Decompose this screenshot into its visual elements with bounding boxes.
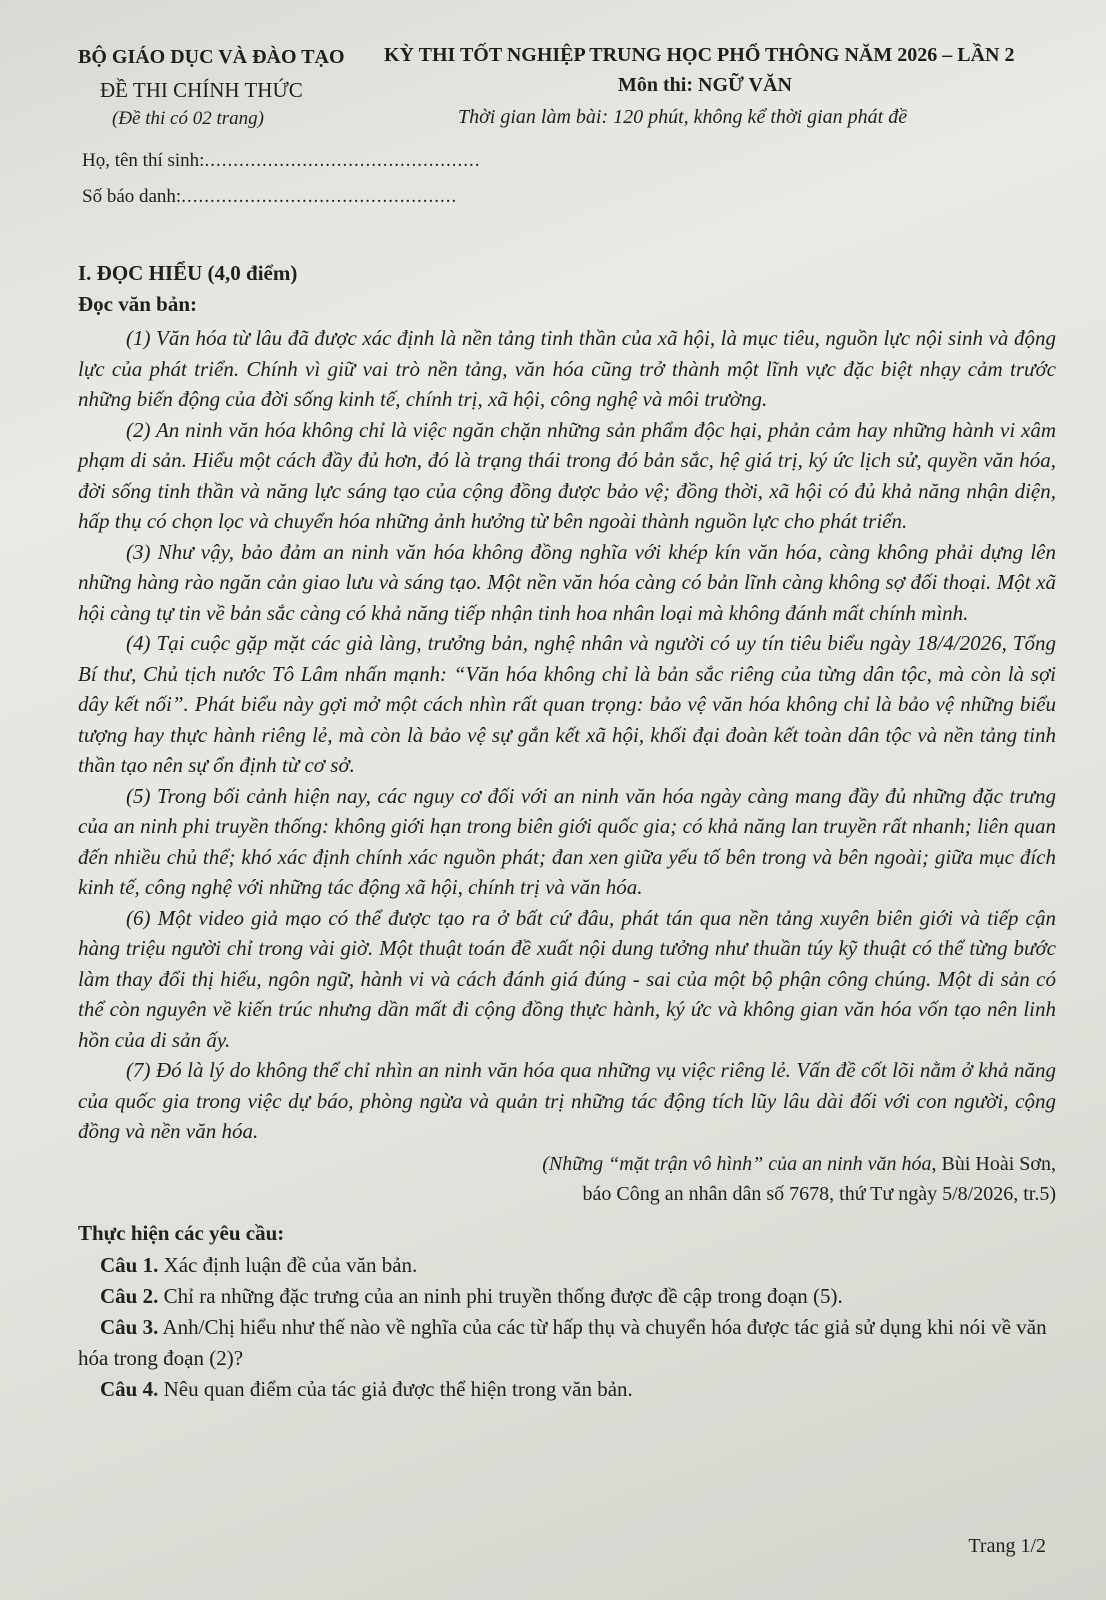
section-title: I. ĐỌC HIỂU (4,0 điểm) bbox=[78, 261, 298, 285]
time-limit: Thời gian làm bài: 120 phút, không kể thời gian phát đề bbox=[458, 106, 908, 128]
reading-label: Đọc văn bản: bbox=[78, 292, 198, 316]
official-label: ĐỀ THI CHÍNH THỨC bbox=[100, 78, 303, 102]
ministry-name: BỘ GIÁO DỤC VÀ ĐÀO TẠO bbox=[78, 46, 345, 68]
question-2-label: Câu 2. bbox=[100, 1283, 159, 1308]
source-publication: báo Công an nhân dân số 7678, thứ Tư ngày 5/8/2026, tr.5) bbox=[582, 1182, 1056, 1205]
question-1 bbox=[78, 1250, 1056, 1281]
question-2-text: Chỉ ra những đặc trưng của an ninh phi truyền thống được đề cập trong đoạn (5). bbox=[158, 1283, 843, 1308]
paragraph-1: (1) Văn hóa từ lâu đã được xác định là nền tảng tinh thần của xã hội, là mục tiêu, nguồn lực nội sinh và động lực của phát triển. Chính vì giữ vai trò nền tảng, văn hóa cũng trở thành một lĩnh vực đặc biệt nhạy cảm trước những biến động của đời sống kinh tế, chính trị, xã hội, công nghệ và môi trường. bbox=[78, 326, 1056, 411]
exam-header bbox=[78, 36, 1056, 261]
question-4-label: Câu 4. bbox=[100, 1376, 159, 1401]
question-1-text: Xác định luận đề của văn bản. bbox=[158, 1252, 418, 1277]
paragraph-4: (4) Tại cuộc gặp mặt các già làng, trưởng bản, nghệ nhân và người có uy tín tiêu biểu ngày 18/4/2026, Tổng Bí thư, Chủ tịch nước Tô Lâm nhấn mạnh: “Văn hóa không chỉ là bản sắc riêng của từng dân tộc, mà còn là sợi dây kết nối”. Phát biểu này gợi mở một cách nhìn rất quan trọng: bảo vệ văn hóa không chỉ là bảo vệ những biểu tượng hay thực hành riêng lẻ, mà còn là bảo vệ sự gắn kết xã hội, khối đại đoàn kết toàn dân tộc và nền tảng tinh thần tạo nên sự ổn định từ cơ sở. bbox=[78, 631, 1056, 777]
paragraph-7: (7) Đó là lý do không thể chỉ nhìn an ninh văn hóa qua những vụ việc riêng lẻ. Vấn đề cốt lõi nằm ở khả năng của quốc gia trong việc dự báo, phòng ngừa và quản trị những tác động tích lũy lâu dài đối với con người, cộng đồng và nền văn hóa. bbox=[78, 1058, 1056, 1143]
question-1-label: Câu 1. bbox=[100, 1252, 159, 1277]
candidate-id-dots: ................................................ bbox=[181, 186, 458, 207]
question-4-text: Nêu quan điểm của tác giả được thể hiện trong văn bản. bbox=[158, 1376, 633, 1401]
source-author: , Bùi Hoài Sơn, bbox=[931, 1152, 1056, 1175]
question-4 bbox=[78, 1374, 1056, 1405]
candidate-name-dots: ................................................ bbox=[204, 150, 481, 171]
paragraph-2: (2) An ninh văn hóa không chỉ là việc ngăn chặn những sản phẩm độc hại, phản cảm hay những hành vi xâm phạm di sản. Hiểu một cách đầy đủ hơn, đó là trạng thái trong đó bản sắc, hệ giá trị, ký ức lịch sử, quyền văn hóa, đời sống tinh thần và năng lực sáng tạo của cộng đồng được bảo vệ; đồng thời, xã hội có đủ khả năng nhận diện, hấp thụ có chọn lọc và chuyển hóa những ảnh hưởng từ bên ngoài thành nguồn lực cho phát triển. bbox=[78, 417, 1056, 533]
paragraph-6: (6) Một video giả mạo có thể được tạo ra ở bất cứ đâu, phát tán qua nền tảng xuyên biên giới và tiếp cận hàng triệu người chỉ trong vài giờ. Một thuật toán đề xuất nội dung tưởng như thuần túy kỹ thuật có thể từng bước làm thay đổi thị hiếu, ngôn ngữ, hành vi và cách đánh giá đúng - sai của một bộ phận công chúng. Một di sản có thể còn nguyên về kiến trúc nhưng dần mất đi cộng đồng thực hành, ký ức và không gian văn hóa vốn tạo nên linh hồn của di sản ấy. bbox=[78, 905, 1056, 1052]
question-2 bbox=[78, 1281, 1056, 1312]
page-count-note: (Đề thi có 02 trang) bbox=[112, 108, 264, 129]
paragraph-3: (3) Như vậy, bảo đảm an ninh văn hóa không đồng nghĩa với khép kín văn hóa, càng không phải dựng lên những hàng rào ngăn cản giao lưu và sáng tạo. Một nền văn hóa càng có bản lĩnh càng không sợ đối thoại. Một xã hội càng tự tin về bản sắc càng có khả năng tiếp nhận tinh hoa nhân loại mà không đánh mất chính mình. bbox=[78, 539, 1056, 625]
page-number: Trang 1/2 bbox=[968, 1535, 1046, 1557]
candidate-id-label: Số báo danh: bbox=[82, 186, 182, 207]
candidate-name-label: Họ, tên thí sinh: bbox=[82, 150, 205, 171]
candidate-name-field[interactable] bbox=[82, 150, 480, 172]
paragraph-5: (5) Trong bối cảnh hiện nay, các nguy cơ đối với an ninh văn hóa ngày càng mang đầy đủ những đặc trưng của an ninh phi truyền thống: không giới hạn trong biên giới quốc gia; có khả năng lan truyền rất nhanh; liên quan đến nhiều chủ thể; khó xác định chính xác nguồn phát; đan xen giữa yếu tố bên trong và bên ngoài; giữa mục đích kinh tế, công nghệ với những tác động xã hội, chính trị và văn hóa. bbox=[78, 783, 1056, 899]
question-3-label: Câu 3. bbox=[100, 1314, 159, 1339]
exam-title: KỲ THI TỐT NGHIỆP TRUNG HỌC PHỔ THÔNG NĂM 2026 – LẦN 2 bbox=[384, 44, 1015, 66]
subject-label: Môn thi: NGỮ VĂN bbox=[618, 74, 792, 96]
source-title: (Những “mặt trận vô hình” của an ninh văn hóa bbox=[542, 1152, 932, 1175]
source-citation bbox=[78, 1149, 1056, 1209]
question-3 bbox=[78, 1312, 1056, 1374]
requirements-label: Thực hiện các yêu cầu: bbox=[78, 1220, 285, 1245]
candidate-id-field[interactable] bbox=[82, 186, 457, 208]
question-3-text: Anh/Chị hiểu như thế nào về nghĩa của các từ hấp thụ và chuyển hóa được tác giả sử dụng khi nói về văn hóa trong đoạn (2)? bbox=[78, 1314, 1047, 1370]
